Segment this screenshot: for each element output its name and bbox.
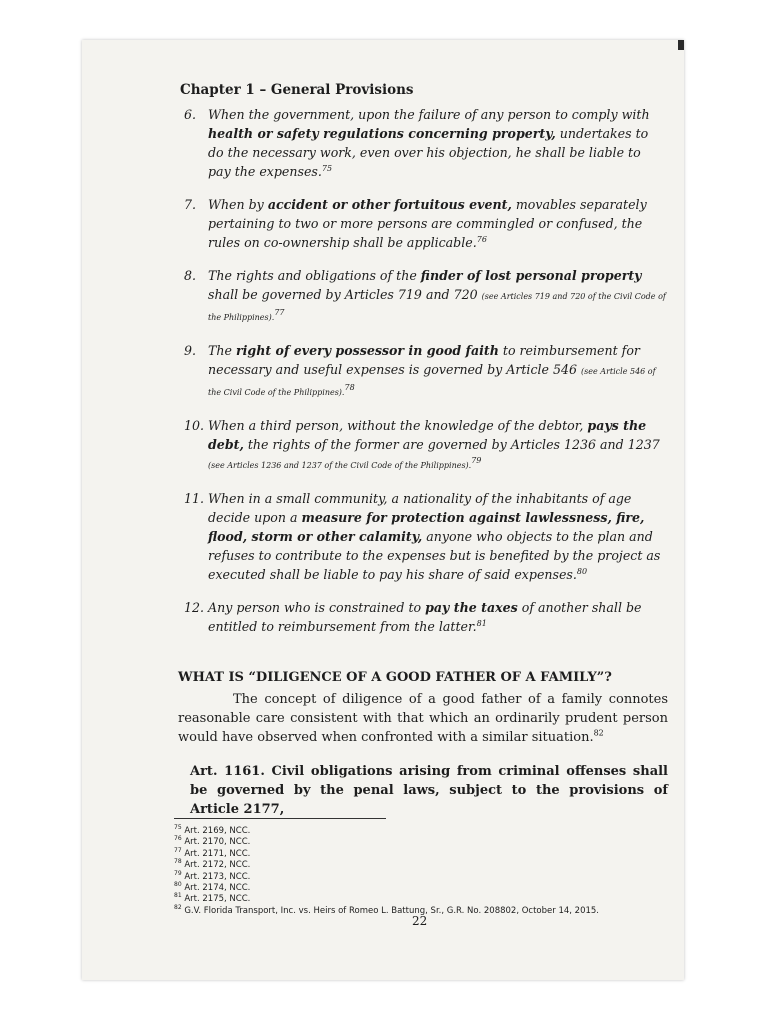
provision-number: 7. <box>184 197 197 212</box>
answer-text: The concept of diligence of a good father of a family connotes reasonable care consistent with that which an ordinarily prudent person would have observed when confronted with a similar situation. <box>178 692 668 745</box>
footnote-ref: 79 <box>471 455 482 465</box>
body-text: shall be governed by Articles 719 and 720 <box>208 287 482 302</box>
body-text: undertakes to do the necessary work, even over his objection, he shall be liable to pay the expenses. <box>208 126 649 179</box>
footnote-text: G.V. Florida Transport, Inc. vs. Heirs of Romeo L. Battung, Sr., G.R. No. 208802, October 14, 2015. <box>181 905 599 916</box>
body-text: the rights of the former are governed by Articles 1236 and 1237 <box>243 437 660 452</box>
footnote-number: 81 <box>174 892 182 900</box>
footnote <box>174 860 674 871</box>
citation-text: (see Article 546 of the Civil Code of the Philippines). <box>208 367 656 397</box>
provision-item <box>180 195 666 252</box>
footnote <box>174 837 674 848</box>
footnote-ref: 80 <box>576 566 588 576</box>
provision-text <box>208 105 666 181</box>
footnote-ref: 75 <box>321 163 333 173</box>
footnote-ref: 82 <box>593 728 604 738</box>
provision-number: 6. <box>184 107 197 122</box>
chapter-heading: Chapter 1 – General Provisions <box>180 82 414 98</box>
footnote-text: Art. 2175, NCC. <box>181 894 251 905</box>
provision-text <box>208 416 666 475</box>
footnote-number: 80 <box>174 881 182 889</box>
footnote-text: Art. 2172, NCC. <box>181 860 251 871</box>
footnote-number: 77 <box>174 846 182 854</box>
book-page <box>82 40 684 980</box>
provision-item <box>180 598 666 636</box>
provision-list <box>180 105 666 650</box>
body-text: The rights and obligations of the <box>208 268 421 283</box>
footnote <box>174 894 674 905</box>
body-text: The <box>208 343 236 358</box>
footnote-number: 78 <box>174 858 182 866</box>
footnote-text: Art. 2169, NCC. <box>181 826 251 836</box>
provision-text <box>208 195 666 252</box>
footnote-ref: 81 <box>476 618 487 628</box>
provision-item <box>180 341 666 402</box>
footnote-ref: 78 <box>344 382 355 392</box>
footnote-ref: 77 <box>274 307 285 317</box>
body-text: anyone who objects to the plan and refuses to contribute to the expenses but is benefited by the project as executed shall be liable to pay his share of said expenses. <box>208 529 661 582</box>
provision-text <box>208 598 666 636</box>
provision-number: 10. <box>184 418 205 433</box>
footnote-number: 82 <box>174 904 182 912</box>
body-text: movables separately pertaining to two or more persons are commingled or confused, the rules on co-ownership shall be applicable. <box>208 197 647 250</box>
body-text: When by <box>208 197 268 212</box>
provision-item <box>180 416 666 475</box>
provision-text <box>208 489 666 584</box>
section-question: WHAT IS “DILIGENCE OF A GOOD FATHER OF A FAMILY”? <box>178 670 612 685</box>
body-text: to reimbursement for necessary and useful expenses is governed by Article 546 <box>208 343 640 377</box>
footnote-number: 79 <box>174 869 182 877</box>
footnote-number: 75 <box>174 824 182 832</box>
footnote <box>174 883 674 894</box>
emphasis-text: pays the debt, <box>208 418 647 452</box>
emphasis-text: measure for protection against lawlessness, fire, flood, storm or other calamity, <box>208 510 645 544</box>
footnote-ref: 76 <box>476 234 487 244</box>
emphasis-text: right of every possessor in good faith <box>235 343 499 358</box>
body-text: When a third person, without the knowledge of the debtor, <box>208 418 588 433</box>
body-text: of another shall be entitled to reimbursement from the latter. <box>208 600 642 634</box>
provision-text <box>208 341 666 402</box>
provision-number: 12. <box>184 600 205 615</box>
provision-number: 8. <box>184 268 197 283</box>
answer-paragraph <box>178 690 668 747</box>
provision-text <box>208 266 666 327</box>
page-number: 22 <box>412 914 428 928</box>
body-text: When in a small community, a nationality of the inhabitants of age decide upon a <box>208 491 632 525</box>
provision-number: 9. <box>184 343 197 358</box>
provision-item <box>180 105 666 181</box>
citation-text: (see Articles 1236 and 1237 of the Civil Code of the Philippines). <box>208 461 472 470</box>
emphasis-text: pay the taxes <box>425 600 518 615</box>
provision-item <box>180 266 666 327</box>
body-text: Any person who is constrained to <box>208 600 426 615</box>
footnote-number: 76 <box>174 835 182 843</box>
footnote <box>174 869 674 883</box>
footnote <box>174 846 674 860</box>
provision-item <box>180 489 666 584</box>
body-text: When the government, upon the failure of any person to comply with <box>208 107 650 122</box>
emphasis-text: accident or other fortuitous event, <box>267 197 512 212</box>
footnote-text: Art. 2170, NCC. <box>181 837 251 848</box>
footnotes <box>174 826 674 917</box>
footnote-text: Art. 2171, NCC. <box>181 848 251 859</box>
footnote <box>174 826 674 837</box>
footnote-text: Art. 2173, NCC. <box>181 871 251 882</box>
emphasis-text: finder of lost personal property <box>420 268 642 283</box>
emphasis-text: health or safety regulations concerning property, <box>208 126 556 141</box>
footnote-text: Art. 2174, NCC. <box>181 883 251 894</box>
provision-number: 11. <box>184 491 205 506</box>
citation-text: (see Articles 719 and 720 of the Civil Code of the Philippines). <box>208 292 666 322</box>
article-1161: Art. 1161. Civil obligations arising from criminal offenses shall be governed by the penal laws, subject to the provisions of Article 2177, <box>190 764 668 817</box>
footnote-divider <box>174 818 386 819</box>
